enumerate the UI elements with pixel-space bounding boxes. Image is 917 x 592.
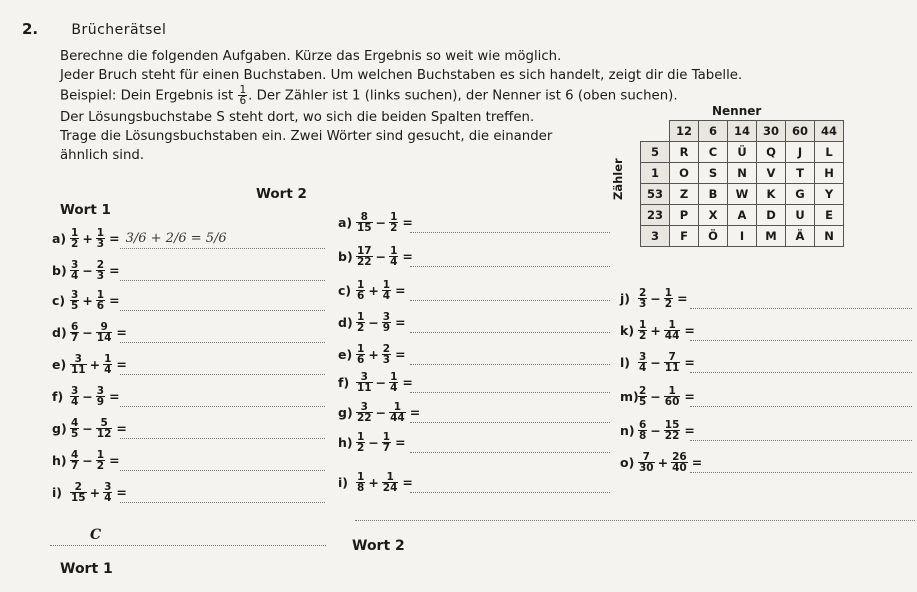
equals-sign: =: [109, 263, 120, 278]
example-fraction: $\frac{1}{6}$: [239, 84, 247, 107]
answer-line[interactable]: [410, 300, 610, 301]
zaehler-header-cell: 5: [641, 142, 670, 163]
fraction: $\frac{4}{5}$: [71, 417, 79, 440]
exercise-label: j): [620, 291, 630, 306]
fraction: $\frac{2}{3}$: [639, 287, 647, 310]
answer-line[interactable]: [120, 406, 325, 407]
exercise-label: b): [52, 263, 67, 278]
fraction: $\frac{1}{4}$: [104, 353, 112, 376]
answer-line[interactable]: [690, 372, 912, 373]
fraction: $\frac{1}{60}$: [664, 385, 680, 408]
letter-cell: Y: [815, 184, 844, 205]
fraction: $\frac{6}{8}$: [639, 419, 647, 442]
fraction: $\frac{7}{11}$: [664, 351, 680, 374]
exercise-number: 2.: [22, 20, 39, 38]
wort2-solution-label: Wort 2: [352, 538, 405, 554]
exercise-label: b): [338, 249, 353, 264]
zaehler-header-cell: 1: [641, 163, 670, 184]
intro-line-1: Berechne die folgenden Aufgaben. Kürze das Ergebnis so weit wie möglich.: [60, 49, 562, 64]
fraction: $\frac{1}{7}$: [382, 431, 391, 454]
zaehler-label: Zähler: [611, 158, 625, 200]
fraction: $\frac{1}{4}$: [382, 279, 391, 302]
table-row: [641, 163, 844, 184]
letter-cell: O: [670, 163, 699, 184]
answer-line[interactable]: [120, 438, 325, 439]
operator: −: [368, 315, 379, 330]
wort2-exercise-10: [620, 288, 688, 309]
equals-sign: =: [402, 215, 413, 230]
fraction: $\frac{1}{2}$: [71, 227, 79, 250]
fraction: $\frac{1}{2}$: [357, 311, 365, 334]
letter-cell: J: [786, 142, 815, 163]
fraction: $\frac{15}{22}$: [664, 419, 680, 442]
exercise-label: h): [52, 453, 67, 468]
table-header-row: [641, 121, 844, 142]
nenner-header-cell: 14: [728, 121, 757, 142]
fraction: $\frac{1}{6}$: [357, 279, 365, 302]
operator: −: [368, 435, 379, 450]
fraction: $\frac{2}{3}$: [382, 343, 391, 366]
equals-sign: =: [684, 323, 695, 338]
table-corner: [641, 121, 670, 142]
answer-line[interactable]: [120, 502, 325, 503]
exercise-label: n): [620, 423, 635, 438]
wort1-exercise-3: [52, 290, 120, 311]
intro-line-4: Trage die Lösungsbuchstaben ein. Zwei Wörter sind gesucht, die einander: [60, 129, 553, 144]
nenner-header-cell: 44: [815, 121, 844, 142]
equals-sign: =: [409, 405, 421, 420]
letter-cell: W: [728, 184, 757, 205]
fraction: $\frac{3}{9}$: [96, 385, 105, 408]
letter-cell: E: [815, 205, 844, 226]
operator: −: [82, 263, 93, 278]
equals-sign: =: [402, 249, 413, 264]
exercise-label: e): [52, 357, 67, 372]
operator: −: [82, 325, 93, 340]
wort2-exercise-15: [620, 452, 702, 473]
fraction: $\frac{1}{3}$: [96, 227, 105, 250]
wort2-exercise-6: [338, 372, 413, 393]
nenner-label: Nenner: [712, 104, 762, 118]
fraction: $\frac{3}{11}$: [71, 353, 86, 376]
exercise-label: d): [52, 325, 67, 340]
letter-cell: F: [670, 226, 699, 247]
answer-line[interactable]: [120, 248, 325, 249]
equals-sign: =: [116, 325, 127, 340]
exercise-label: l): [620, 355, 630, 370]
letter-cell: B: [699, 184, 728, 205]
operator: −: [375, 249, 387, 264]
wort1-answer-line[interactable]: [50, 545, 326, 546]
example-line: [60, 85, 678, 106]
fraction: $\frac{2}{15}$: [71, 481, 86, 504]
fraction: $\frac{3}{4}$: [639, 351, 647, 374]
fraction: $\frac{26}{40}$: [672, 451, 687, 474]
answer-line[interactable]: [120, 374, 325, 375]
letter-cell: N: [728, 163, 757, 184]
equals-sign: =: [116, 485, 127, 500]
equals-sign: =: [395, 315, 406, 330]
fraction: $\frac{2}{5}$: [639, 385, 647, 408]
exercise-label: h): [338, 435, 353, 450]
intro-line-2: Jeder Bruch steht für einen Buchstaben. Um welchen Buchstaben es sich handelt, zeigt dir die Tabelle.: [60, 68, 743, 83]
fraction: $\frac{3}{11}$: [357, 371, 372, 394]
wort2-exercise-4: [338, 312, 406, 333]
exercise-label: g): [338, 405, 353, 420]
operator: +: [657, 455, 669, 470]
fraction: $\frac{1}{44}$: [664, 319, 680, 342]
operator: −: [375, 375, 387, 390]
answer-line[interactable]: [690, 406, 912, 407]
fraction: $\frac{9}{14}$: [96, 321, 112, 344]
operator: −: [82, 389, 93, 404]
table-row: [641, 226, 844, 247]
wort1-answer: C: [90, 527, 102, 543]
operator: −: [375, 405, 387, 420]
exercise-label: c): [52, 293, 66, 308]
letter-cell: Q: [757, 142, 786, 163]
equals-sign: =: [116, 421, 127, 436]
answer-line[interactable]: [690, 440, 912, 441]
letter-cell: Ö: [699, 226, 728, 247]
exercise-label: a): [338, 215, 353, 230]
exercise-label: k): [620, 323, 635, 338]
letter-table: [640, 120, 844, 247]
operator: +: [368, 475, 379, 490]
equals-sign: =: [402, 475, 413, 490]
letter-cell: I: [728, 226, 757, 247]
fraction: $\frac{3}{4}$: [71, 259, 79, 282]
table-row: [641, 184, 844, 205]
wort1-solution-label: Wort 1: [60, 561, 113, 577]
fraction: $\frac{6}{7}$: [71, 321, 79, 344]
exercise-label: o): [620, 455, 635, 470]
equals-sign: =: [677, 291, 688, 306]
fraction: $\frac{1}{2}$: [96, 449, 105, 472]
wort1-exercise-6: [52, 386, 120, 407]
exercise-name: Brücherätsel: [71, 22, 167, 38]
answer-line[interactable]: [690, 472, 912, 473]
equals-sign: =: [109, 231, 120, 246]
equals-sign: =: [395, 435, 406, 450]
operator: −: [650, 423, 661, 438]
fraction: $\frac{8}{15}$: [357, 211, 372, 234]
exercise-label: a): [52, 231, 67, 246]
wort2-exercise-5: [338, 344, 406, 365]
letter-cell: K: [757, 184, 786, 205]
answer-line[interactable]: [120, 310, 325, 311]
wort2-exercise-12: [620, 352, 695, 373]
equals-sign: =: [691, 455, 703, 470]
answer-line[interactable]: [410, 364, 610, 365]
intro-line-5: ähnlich sind.: [60, 148, 145, 163]
letter-cell: Z: [670, 184, 699, 205]
table-row: [641, 142, 844, 163]
exercise-label: f): [338, 375, 350, 390]
equals-sign: =: [116, 357, 127, 372]
fraction: $\frac{3}{22}$: [357, 401, 372, 424]
example-prefix: Beispiel: Dein Ergebnis ist: [60, 88, 234, 104]
answer-line[interactable]: [410, 332, 610, 333]
fraction: $\frac{1}{2}$: [664, 287, 673, 310]
exercise-label: i): [52, 485, 62, 500]
answer-line[interactable]: [410, 452, 610, 453]
letter-cell: M: [757, 226, 786, 247]
letter-cell: X: [699, 205, 728, 226]
letter-cell: N: [815, 226, 844, 247]
letter-cell: P: [670, 205, 699, 226]
wort2-exercise-14: [620, 420, 695, 441]
fraction: $\frac{1}{4}$: [390, 371, 398, 394]
wort1-exercise-4: [52, 322, 127, 343]
letter-cell: U: [786, 205, 815, 226]
equals-sign: =: [109, 389, 120, 404]
nenner-header-cell: 30: [757, 121, 786, 142]
operator: +: [89, 485, 101, 500]
wort1-exercise-2: [52, 260, 120, 281]
fraction: $\frac{17}{22}$: [357, 245, 372, 268]
fraction: $\frac{3}{4}$: [71, 385, 79, 408]
fraction: $\frac{1}{6}$: [96, 289, 105, 312]
answer-line[interactable]: [120, 280, 325, 281]
fraction: $\frac{1}{6}$: [357, 343, 365, 366]
wort2-exercise-7: [338, 402, 420, 423]
letter-cell: Ü: [728, 142, 757, 163]
wort1-exercise-9: [52, 482, 127, 503]
wort2-exercise-8: [338, 432, 406, 453]
wort2-answer-line[interactable]: [355, 520, 915, 521]
nenner-header-cell: 12: [670, 121, 699, 142]
exercise-label: f): [52, 389, 64, 404]
exercise-label: g): [52, 421, 67, 436]
equals-sign: =: [684, 389, 695, 404]
wort2-exercise-11: [620, 320, 695, 341]
fraction: $\frac{1}{8}$: [357, 471, 365, 494]
fraction: $\frac{4}{7}$: [71, 449, 79, 472]
answer-line[interactable]: [410, 492, 610, 493]
operator: −: [375, 215, 387, 230]
wort1-exercise-8: [52, 450, 120, 471]
letter-cell: Ä: [786, 226, 815, 247]
wort2-exercise-9: [338, 472, 413, 493]
fraction: $\frac{7}{30}$: [639, 451, 654, 474]
exercise-label: e): [338, 347, 353, 362]
wort2-exercise-1: [338, 212, 413, 233]
exercise-label: m): [620, 389, 639, 404]
table-row: [641, 205, 844, 226]
fraction: $\frac{5}{12}$: [96, 417, 112, 440]
letter-cell: S: [699, 163, 728, 184]
equals-sign: =: [109, 293, 120, 308]
letter-cell: T: [786, 163, 815, 184]
operator: −: [650, 355, 661, 370]
letter-cell: L: [815, 142, 844, 163]
zaehler-header-cell: 23: [641, 205, 670, 226]
letter-cell: V: [757, 163, 786, 184]
equals-sign: =: [109, 453, 120, 468]
wort1-exercise-5: [52, 354, 127, 375]
wort2-exercise-2: [338, 246, 413, 267]
exercise-title: [22, 20, 166, 38]
zaehler-header-cell: 3: [641, 226, 670, 247]
wort2-exercise-3: [338, 280, 406, 301]
exercise-label: c): [338, 283, 352, 298]
answer-line[interactable]: [410, 392, 610, 393]
operator: +: [368, 347, 379, 362]
nenner-header-cell: 60: [786, 121, 815, 142]
fraction: $\frac{3}{9}$: [382, 311, 391, 334]
handwritten-answer: 3/6 + 2/6 = 5/6: [125, 231, 227, 246]
zaehler-header-cell: 53: [641, 184, 670, 205]
answer-line[interactable]: [410, 232, 610, 233]
fraction: $\frac{2}{3}$: [96, 259, 105, 282]
operator: +: [368, 283, 379, 298]
equals-sign: =: [395, 283, 406, 298]
equals-sign: =: [684, 355, 695, 370]
letter-cell: C: [699, 142, 728, 163]
wort1-exercise-7: [52, 418, 127, 439]
intro-line-3: Der Lösungsbuchstabe S steht dort, wo sich die beiden Spalten treffen.: [60, 110, 535, 125]
operator: −: [650, 389, 661, 404]
answer-line[interactable]: [410, 266, 610, 267]
answer-line[interactable]: [120, 470, 325, 471]
operator: +: [650, 323, 661, 338]
answer-line[interactable]: [120, 342, 325, 343]
answer-line[interactable]: [410, 422, 610, 423]
operator: +: [89, 357, 101, 372]
fraction: $\frac{1}{44}$: [390, 401, 405, 424]
exercise-label: i): [338, 475, 348, 490]
fraction: $\frac{3}{4}$: [104, 481, 112, 504]
fraction: $\frac{1}{2}$: [639, 319, 647, 342]
letter-cell: H: [815, 163, 844, 184]
wort1-heading: Wort 1: [60, 202, 111, 218]
operator: −: [82, 421, 93, 436]
wort1-exercise-1: [52, 228, 227, 249]
operator: −: [650, 291, 661, 306]
operator: −: [82, 453, 93, 468]
wort2-exercise-13: [620, 386, 695, 407]
fraction: $\frac{1}{4}$: [390, 245, 398, 268]
fraction: $\frac{1}{2}$: [390, 211, 398, 234]
equals-sign: =: [402, 375, 413, 390]
operator: +: [82, 231, 93, 246]
equals-sign: =: [684, 423, 695, 438]
answer-line[interactable]: [690, 340, 912, 341]
equals-sign: =: [395, 347, 406, 362]
nenner-header-cell: 6: [699, 121, 728, 142]
fraction: $\frac{1}{2}$: [357, 431, 365, 454]
letter-cell: A: [728, 205, 757, 226]
fraction: $\frac{3}{5}$: [71, 289, 79, 312]
fraction: $\frac{1}{24}$: [382, 471, 398, 494]
answer-line[interactable]: [690, 308, 912, 309]
exercise-label: d): [338, 315, 353, 330]
letter-cell: D: [757, 205, 786, 226]
letter-cell: R: [670, 142, 699, 163]
wort2-heading: Wort 2: [256, 186, 307, 202]
example-suffix: . Der Zähler ist 1 (links suchen), der Nenner ist 6 (oben suchen).: [248, 88, 678, 104]
operator: +: [82, 293, 93, 308]
letter-cell: G: [786, 184, 815, 205]
